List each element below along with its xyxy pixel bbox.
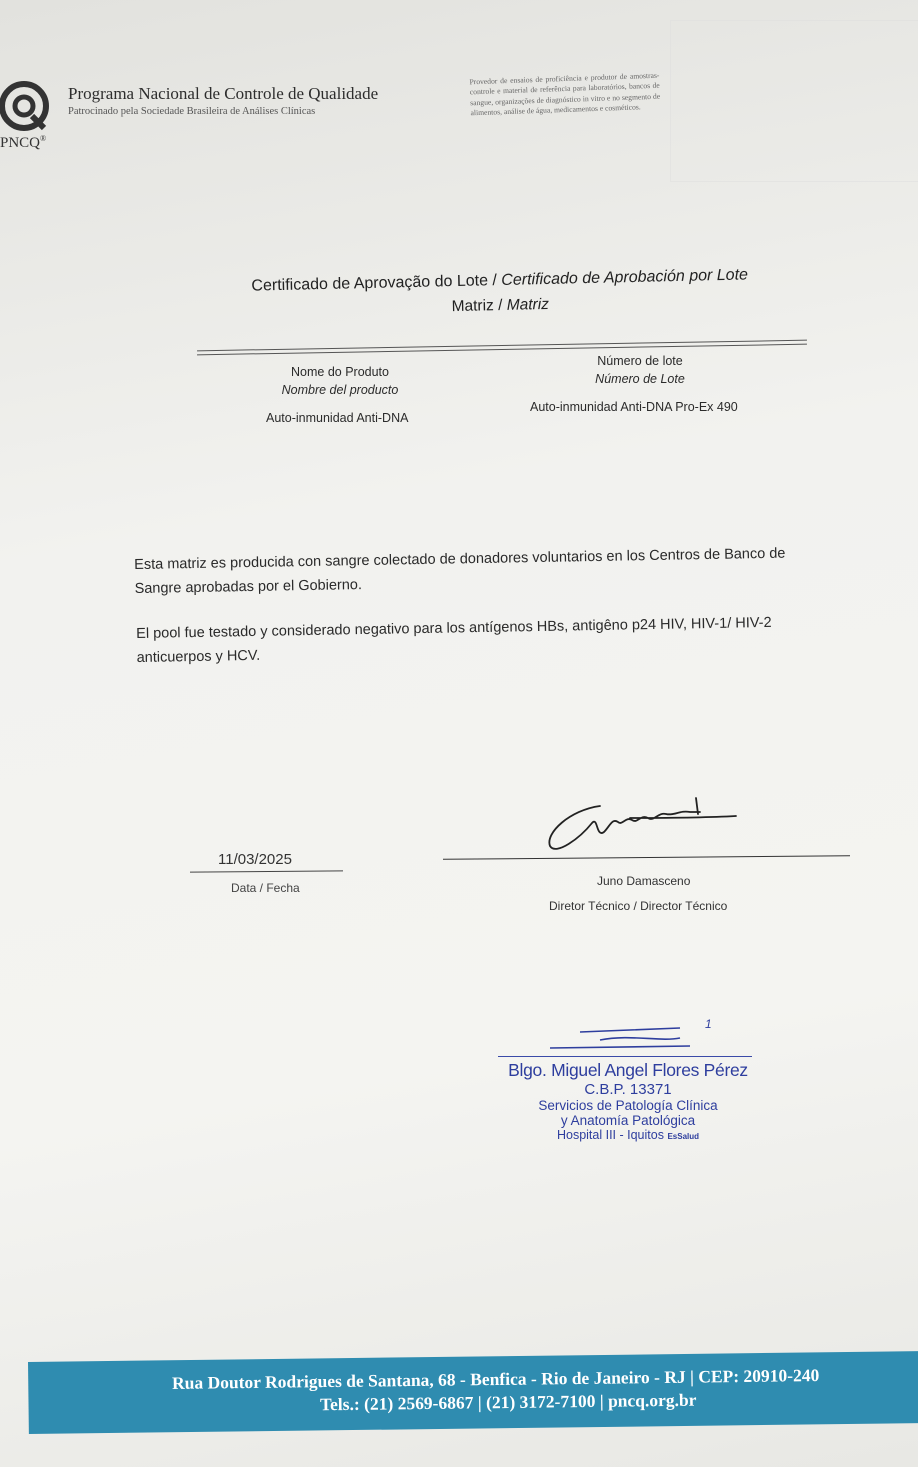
- lot-label: Número de lote Número de Lote: [595, 354, 685, 386]
- certificate-title: Certificado de Aprovação do Lote / Certificado de Aprobación por Lote: [251, 266, 749, 295]
- signer-role: Diretor Técnico / Director Técnico: [549, 899, 728, 913]
- date-value: 11/03/2025: [218, 851, 292, 868]
- stamp-mark: 1: [705, 1017, 712, 1031]
- paragraph-origin: Esta matriz es producida con sangre colectado de donadores voluntarios en los Centros de Banco de Sangre aprobadas por el Gobierno.: [134, 545, 786, 597]
- footer-address: Rua Doutor Rodrigues de Santana, 68 - Benfica - Rio de Janeiro - RJ | CEP: 20910-240: [171, 1365, 820, 1393]
- organization-name: Programa Nacional de Controle de Qualidade: [68, 84, 379, 103]
- logo-text: PNCQ®: [0, 134, 47, 151]
- stamp-hospital: Hospital III - Iquitos EsSalud: [556, 1128, 700, 1142]
- professional-stamp: [498, 1060, 758, 1142]
- stamp-cbp: C.B.P. 13371: [584, 1081, 672, 1098]
- stamp-department: Servicios de Patología Clínica: [538, 1098, 718, 1113]
- organization-sponsor: Patrocinado pela Sociedade Brasileira de Análises Clínicas: [68, 106, 316, 117]
- essalud-logo: EsSalud: [667, 1132, 700, 1141]
- product-value: Auto-inmunidad Anti-DNA: [266, 411, 409, 425]
- stamp-line: [498, 1056, 752, 1057]
- director-signature-icon: [540, 788, 740, 858]
- stamp-name: Blgo. Miguel Angel Flores Pérez: [508, 1060, 748, 1080]
- paragraph-testing: El pool fue testado y considerado negativo para los antígenos HBs, antigêno p24 HIV, HIV-1/ HIV-2 anticuerpos y HCV.: [136, 614, 772, 666]
- stamp-department-2: y Anatomía Patológica: [560, 1113, 696, 1128]
- signer-name: Juno Damasceno: [597, 874, 691, 888]
- pncq-logo-icon: [0, 80, 52, 132]
- lot-value: Auto-inmunidad Anti-DNA Pro-Ex 490: [530, 400, 738, 414]
- date-label: Data / Fecha: [231, 881, 300, 895]
- certificate-subtitle: Matriz / Matriz: [451, 295, 550, 316]
- stamp-signature-icon: [540, 1016, 740, 1056]
- footer-contacts: Tels.: (21) 2569-6867 | (21) 3172-7100 | pncq.org.br: [319, 1389, 697, 1415]
- provider-note: Provedor de ensaios de proficiência e produtor de amostras-controle e material de referência para laboratórios, bancos de sangue, organizações de diagnóstico in vitro e no segmento de alimentos, análise de água, medicamentos e cosméticos.: [469, 70, 661, 118]
- bleed-through-block: [670, 20, 918, 182]
- product-label: Nome do Produto Nombre del producto: [281, 365, 399, 397]
